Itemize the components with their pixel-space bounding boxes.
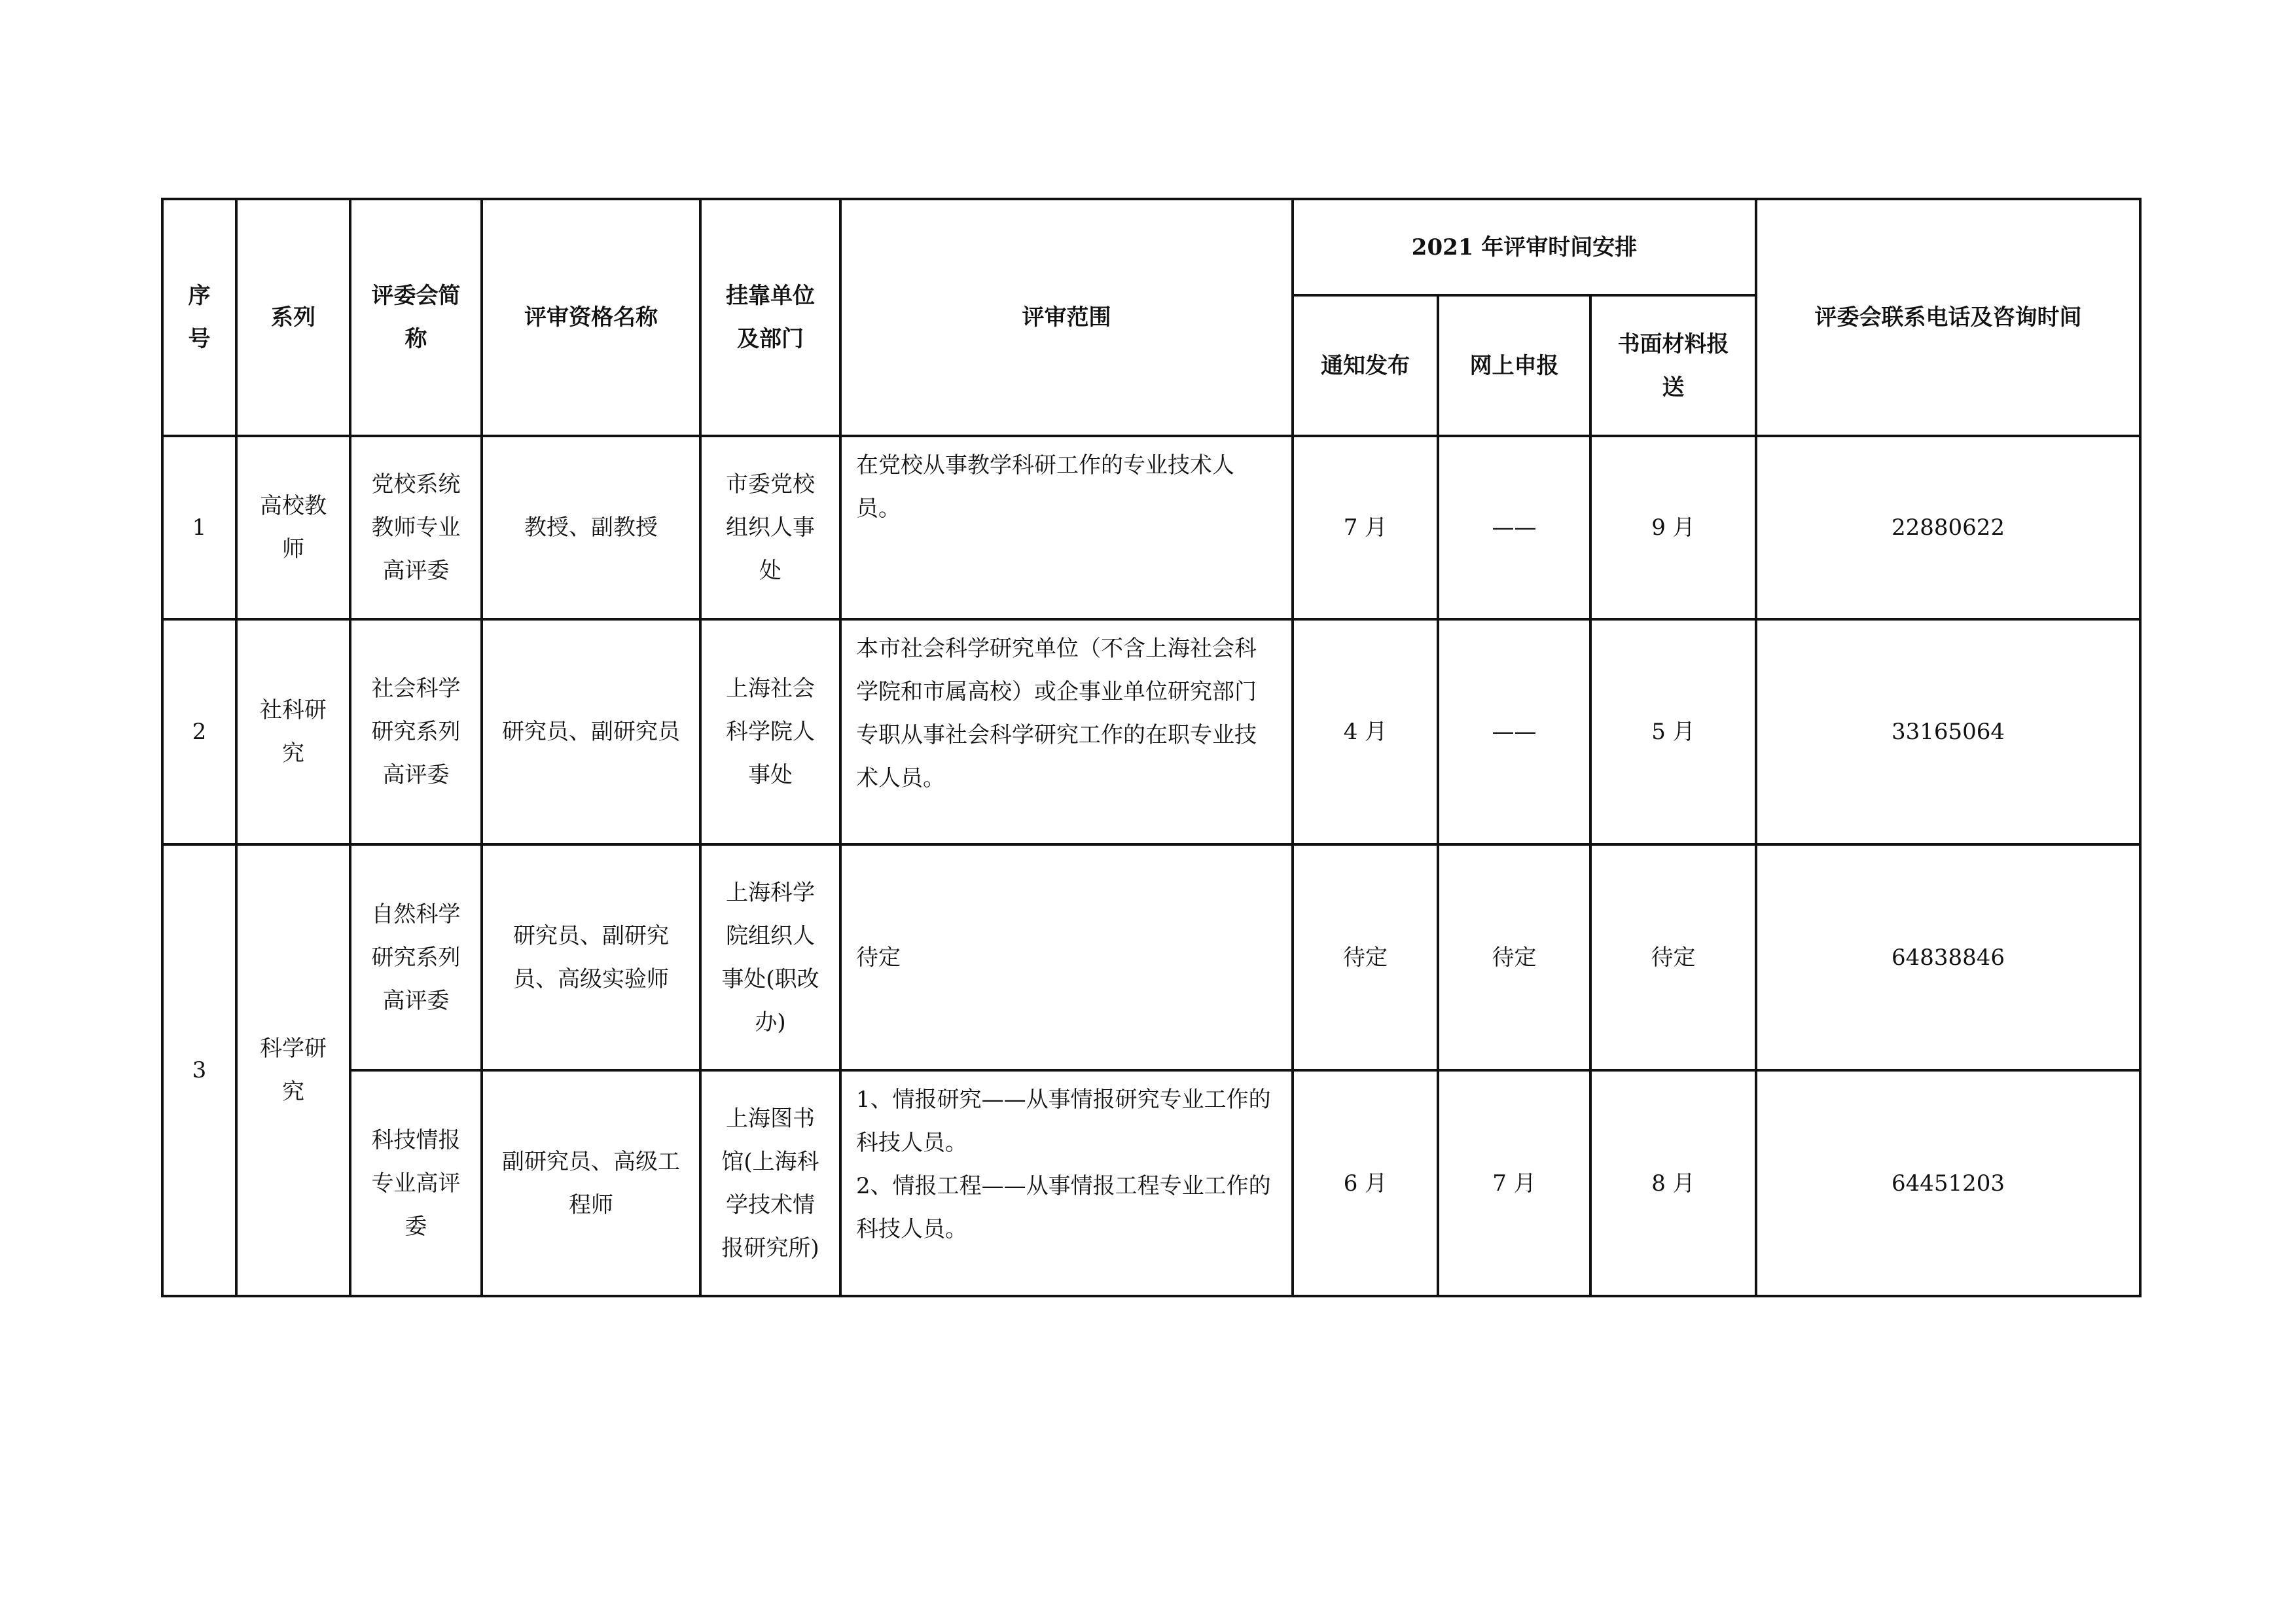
header-series-text: 系列 xyxy=(271,304,315,331)
cell-qualification-text: 副研究员、高级工 xyxy=(502,1148,680,1175)
cell-unit-text: 处 xyxy=(759,558,781,584)
cell-series xyxy=(236,436,350,619)
cell-contact xyxy=(1756,436,2140,619)
cell-online xyxy=(1438,844,1590,1070)
header-seq-text: 序 xyxy=(188,283,211,309)
cell-contact xyxy=(1756,844,2140,1070)
cell-committee-text: 自然科学 xyxy=(371,901,461,928)
cell-online xyxy=(1438,1070,1590,1296)
table-row xyxy=(162,844,2140,1070)
header-paper-text: 送 xyxy=(1662,374,1685,401)
range-paragraph: 1、情报研究——从事情报研究专业工作的科技人员。 xyxy=(856,1087,1271,1156)
cell-contact-text: 64838846 xyxy=(1892,944,2005,971)
cell-series-text: 究 xyxy=(282,1079,304,1105)
header-schedule xyxy=(1293,199,1756,295)
evaluation-schedule-table xyxy=(161,198,2142,1297)
cell-committee-text: 委 xyxy=(404,1213,427,1240)
cell-qualification xyxy=(482,844,700,1070)
cell-online-text: 7 月 xyxy=(1492,1170,1536,1197)
header-seq xyxy=(162,199,236,436)
header-notice xyxy=(1293,295,1438,436)
cell-seq-text: 2 xyxy=(192,719,207,745)
header-row-top xyxy=(162,199,2140,295)
header-notice-text: 通知发布 xyxy=(1321,352,1410,379)
cell-notice xyxy=(1293,436,1438,619)
cell-online-text: 待定 xyxy=(1492,944,1537,971)
cell-committee-text: 社会科学 xyxy=(371,676,461,702)
cell-range xyxy=(840,1070,1293,1296)
cell-committee-text: 研究系列 xyxy=(371,944,461,971)
cell-committee-text: 科技情报 xyxy=(371,1127,461,1153)
cell-online xyxy=(1438,619,1590,844)
cell-committee-text: 党校系统 xyxy=(371,471,461,497)
cell-series xyxy=(236,844,350,1296)
cell-notice-text: 7 月 xyxy=(1343,514,1388,541)
cell-notice xyxy=(1293,619,1438,844)
range-paragraph: 2、情报工程——从事情报工程专业工作的科技人员。 xyxy=(856,1173,1271,1242)
cell-committee xyxy=(350,436,482,619)
cell-seq xyxy=(162,436,236,619)
cell-unit xyxy=(700,436,840,619)
cell-online-text: —— xyxy=(1492,719,1537,745)
cell-unit-text: 市委党校 xyxy=(726,471,815,497)
cell-seq-text: 1 xyxy=(192,514,207,541)
cell-contact-text: 33165064 xyxy=(1892,719,2005,745)
cell-notice xyxy=(1293,844,1438,1070)
cell-series-text: 师 xyxy=(282,536,304,562)
cell-committee xyxy=(350,619,482,844)
header-online-text: 网上申报 xyxy=(1469,352,1559,379)
cell-qualification xyxy=(482,1070,700,1296)
cell-paper-text: 8 月 xyxy=(1651,1170,1695,1197)
header-contact xyxy=(1756,199,2140,436)
cell-contact xyxy=(1756,619,2140,844)
cell-unit-text: 上海社会 xyxy=(726,676,815,702)
header-unit-text: 及部门 xyxy=(737,326,804,352)
cell-unit-text: 馆(上海科 xyxy=(721,1148,819,1175)
header-contact-text: 评委会联系电话及咨询时间 xyxy=(1814,304,2082,331)
cell-range xyxy=(840,844,1293,1070)
cell-qualification-text: 研究员、副研究员 xyxy=(502,719,680,745)
cell-seq-text: 3 xyxy=(192,1057,207,1083)
cell-notice xyxy=(1293,1070,1438,1296)
cell-series-text: 科学研 xyxy=(260,1036,327,1062)
header-qualification xyxy=(482,199,700,436)
cell-unit-text: 科学院人 xyxy=(726,719,815,745)
cell-unit-text: 办) xyxy=(755,1009,786,1036)
cell-qualification xyxy=(482,436,700,619)
cell-paper-text: 待定 xyxy=(1651,944,1696,971)
header-series xyxy=(236,199,350,436)
cell-unit-text: 上海科学 xyxy=(726,879,815,906)
header-range-text: 评审范围 xyxy=(1022,304,1111,331)
cell-unit xyxy=(700,619,840,844)
cell-unit-text: 报研究所) xyxy=(721,1235,819,1261)
cell-series-text: 究 xyxy=(282,740,304,767)
cell-unit-text: 事处 xyxy=(748,762,793,788)
cell-committee xyxy=(350,1070,482,1296)
header-range xyxy=(840,199,1293,436)
cell-unit-text: 事处(职改 xyxy=(721,965,819,992)
range-paragraph: 本市社会科学研究单位（不含上海社会科学院和市属高校）或企事业单位研究部门专职从事社会科学研究工作的在职专业技术人员。 xyxy=(856,636,1257,791)
cell-online-text: —— xyxy=(1492,514,1537,541)
header-schedule-text: 2021 年评审时间安排 xyxy=(1411,234,1638,261)
range-paragraph: 待定 xyxy=(856,944,901,971)
cell-unit xyxy=(700,1070,840,1296)
header-committee-text: 称 xyxy=(404,326,427,352)
header-paper-text: 书面材料报 xyxy=(1617,331,1729,357)
cell-committee-text: 高评委 xyxy=(382,762,450,788)
cell-notice-text: 4 月 xyxy=(1343,719,1388,745)
cell-online xyxy=(1438,436,1590,619)
cell-paper-text: 9 月 xyxy=(1651,514,1695,541)
header-seq-text: 号 xyxy=(188,326,211,352)
cell-series xyxy=(236,619,350,844)
cell-unit-text: 组织人事 xyxy=(726,514,815,541)
cell-notice-text: 6 月 xyxy=(1343,1170,1388,1197)
header-unit-text: 挂靠单位 xyxy=(726,283,815,309)
header-paper xyxy=(1590,295,1756,436)
cell-contact-text: 64451203 xyxy=(1892,1170,2005,1197)
cell-series-text: 社科研 xyxy=(260,697,327,723)
cell-paper xyxy=(1590,436,1756,619)
cell-unit-text: 学技术情 xyxy=(726,1191,815,1218)
cell-qualification-text: 研究员、副研究 xyxy=(513,922,669,949)
cell-contact xyxy=(1756,1070,2140,1296)
cell-qualification xyxy=(482,619,700,844)
cell-notice-text: 待定 xyxy=(1343,944,1388,971)
header-online xyxy=(1438,295,1590,436)
cell-committee-text: 研究系列 xyxy=(371,719,461,745)
cell-unit-text: 上海图书 xyxy=(726,1105,815,1132)
cell-committee-text: 专业高评 xyxy=(371,1170,461,1197)
cell-committee-text: 教师专业 xyxy=(371,514,461,541)
cell-paper xyxy=(1590,619,1756,844)
cell-seq xyxy=(162,619,236,844)
cell-paper xyxy=(1590,1070,1756,1296)
cell-unit-text: 院组织人 xyxy=(726,922,815,949)
table-row xyxy=(162,619,2140,844)
cell-qualification-text: 程师 xyxy=(569,1191,613,1218)
cell-unit xyxy=(700,844,840,1070)
cell-seq xyxy=(162,844,236,1296)
header-qualification-text: 评审资格名称 xyxy=(524,304,658,331)
cell-committee-text: 高评委 xyxy=(382,558,450,584)
cell-committee xyxy=(350,844,482,1070)
cell-paper-text: 5 月 xyxy=(1651,719,1695,745)
table-row xyxy=(162,436,2140,619)
cell-qualification-text: 教授、副教授 xyxy=(524,514,658,541)
cell-contact-text: 22880622 xyxy=(1892,514,2005,541)
cell-range xyxy=(840,619,1293,844)
cell-range xyxy=(840,436,1293,619)
cell-paper xyxy=(1590,844,1756,1070)
header-unit xyxy=(700,199,840,436)
cell-series-text: 高校教 xyxy=(260,493,327,519)
header-committee-text: 评委会简 xyxy=(371,283,461,309)
header-committee xyxy=(350,199,482,436)
cell-qualification-text: 员、高级实验师 xyxy=(513,965,669,992)
cell-committee-text: 高评委 xyxy=(382,987,450,1014)
table-row xyxy=(162,1070,2140,1296)
range-paragraph: 在党校从事教学科研工作的专业技术人员。 xyxy=(856,452,1234,522)
